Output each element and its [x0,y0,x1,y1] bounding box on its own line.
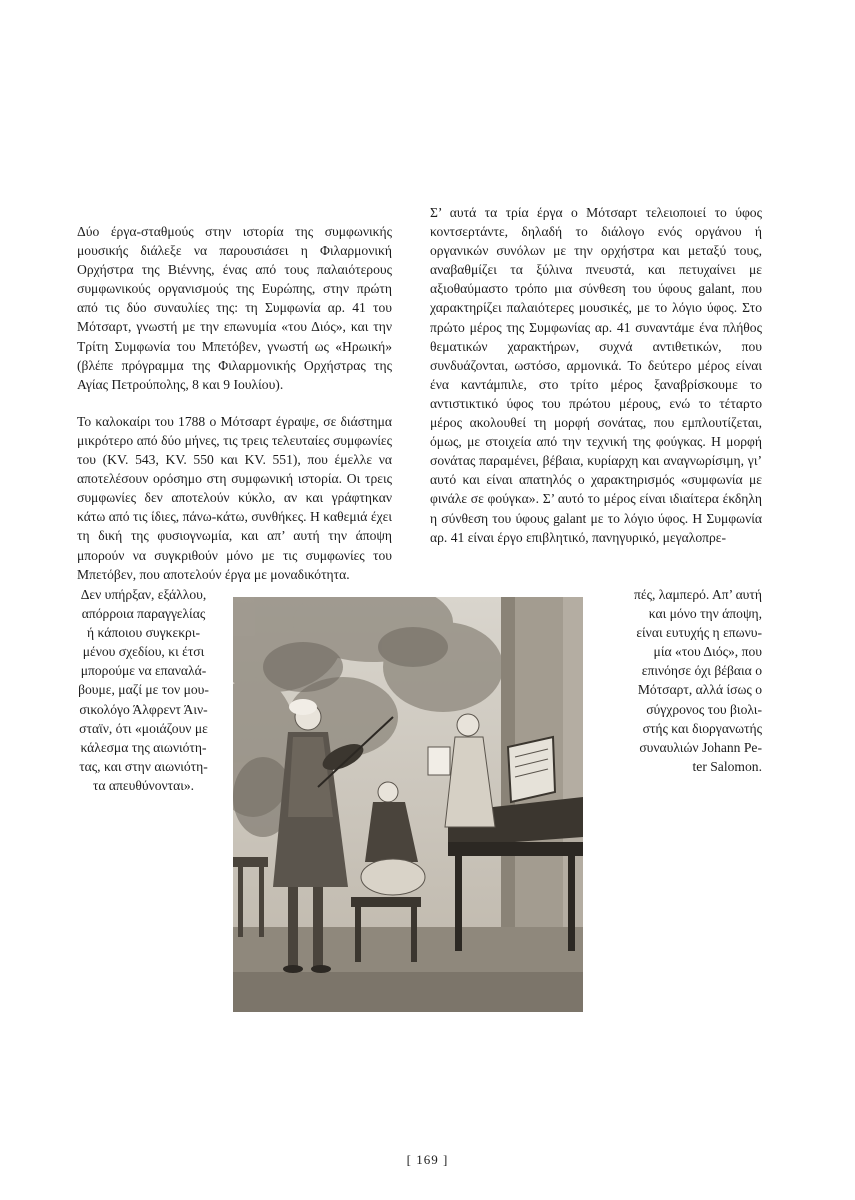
text-line: στής και διοργανωτής [642,720,762,736]
left-column [77,222,392,584]
text-line: ή κάποιου συγκεκρι- [86,625,201,641]
text-line: κάλεσμα της αιωνιότη- [80,739,207,755]
right-column [430,203,762,547]
paragraph-intro: Δύο έργα-σταθμούς στην ιστορία της συμφωνικής μουσικής διάλεξε να παρουσιάσει η Φιλαρμονική Ορχήστρα της Βιέννης, ένας από τους παλαιότερους συμφωνικούς οργανισμούς της Ευρώπης, στην πρώτη από τις δύο συναυλίες της: τη Συμφωνία αρ. 41 του Μότσαρτ, γνωστή με την επωνυμία «του Διός», και την Τρίτη Συμφωνία του Μπετόβεν, γνωστή ως «Ηρωική» (βλέπε πρόγραμμα της Φιλαρμονικής Ορχήστρας της Αγίας Πετρούπολης, 8 και 9 Ιουλίου). [77,224,392,392]
paragraph-concertante: Σ’ αυτά τα τρία έργα ο Μότσαρτ τελειοποιεί το ύφος κοντσερτάντε, δηλαδή το διάλογο ενός οργάνου ή οργανικών συνόλων με την ορχήστρα και μεταξύ τους, αναβαθμίζει τα ξύλινα πνευστά, και πετυχαίνει με αξιοθαύμαστο τρόπο μια σύνθεση του ύφους galant, που χαρακτηρίζει παλαιότερες μουσικές, με το λόγιο ύφος. Στο πρώτο μέρος της Συμφωνίας αρ. 41 συναντάμε ένα πλήθος θεματικών χαρακτήρων, συχνά αντιθετικών, που συνδυάζονται, ωστόσο, αρμονικά. Το δεύτερο μέρος είναι ένα καντάμπιλε, στο τρίτο μέρος ξαναβρίσκουμε το αντιστικτικό ύφος του πρώτου μέρους, ενώ το τέταρτο μέρος ακολουθεί τη μορφή σονάτας, που εμπλουτίζεται, όμως, με στοιχεία από την τεχνική της φούγκας. Η μορφή σονάτας παραμένει, βέβαια, κυρίαρχη και αναγνωρίσιμη, γι’ αυτό και είναι απατηλός ο χαρακτηρισμός «συμφωνία με φινάλε σε φούγκα». Σ’ αυτό το μέρος είναι ιδιαίτερα έκδηλη η σύνθεση του ύφους galant με το λόγιο ύφος. Η Συμφωνία αρ. 41 είναι έργο επιβλητικό, πανηγυρικό, μεγαλοπρε- [430,205,762,545]
engraving-drawing [233,597,583,1012]
text-line: Μότσαρτ, αλλά ίσως ο [637,682,762,698]
text-line: βουμε, μαζί με τον μου- [78,682,209,698]
text-line: σικολόγο Άλφρεντ Άιν- [79,701,208,717]
paragraph-summer-1788: Το καλοκαίρι του 1788 ο Μότσαρτ έγραψε, σε διάστημα μικρότερο από δύο μήνες, τις τρεις τελευταίες συμφωνίες του (KV. 543, KV. 550 και KV. 551), που έμελλε να αποτελέσουν ορόσημο στη συμφωνική ιστορία. Οι τρεις συμφωνίες δεν αποτελούν κύκλο, αν και γράφτηκαν κάτω από τις ίδιες, πάνω-κάτω, συνθήκες. Η καθεμιά έχει τη δική της φυσιογνωμία, και απ’ αυτή την άποψη μπορούν να συγκριθούν μόνο με τις συμφωνίες του Μπετόβεν, που αποτελούν έργα με μοναδικότητα. [77,413,392,582]
text-line: είναι ευτυχής η επωνυ- [636,625,762,641]
text-line: μπορούμε να επαναλά- [80,663,207,679]
text-line: επινόησε όχι βέβαια ο [641,663,762,679]
left-wrap-text [77,585,210,795]
page-number: [ 169 ] [406,1152,449,1167]
text-line: Δεν υπήρξαν, εξάλλου, [80,587,207,602]
text-line: σύγχρονος του βιολι- [646,701,762,717]
text-line: συναυλιών Johann Pe- [639,739,762,755]
mozart-family-engraving [233,597,583,1012]
right-wrap-text [596,585,762,776]
text-line: σταϊν, ότι «μοιάζουν με [79,720,208,736]
text-line: μένου σχεδίου, κι έτσι [82,644,205,660]
text-line: τα απευθύνονται». [92,777,195,793]
text-line: τας, και στην αιωνιότη- [79,758,208,774]
text-line: μία «του Διός», που [653,644,762,660]
text-line: απόρροια παραγγελίας [81,606,206,622]
text-line: πές, λαμπερό. Απ’ αυτή [634,587,762,602]
text-line: ter Salomon. [692,758,762,774]
text-line: και μόνο την άποψη, [648,606,762,622]
